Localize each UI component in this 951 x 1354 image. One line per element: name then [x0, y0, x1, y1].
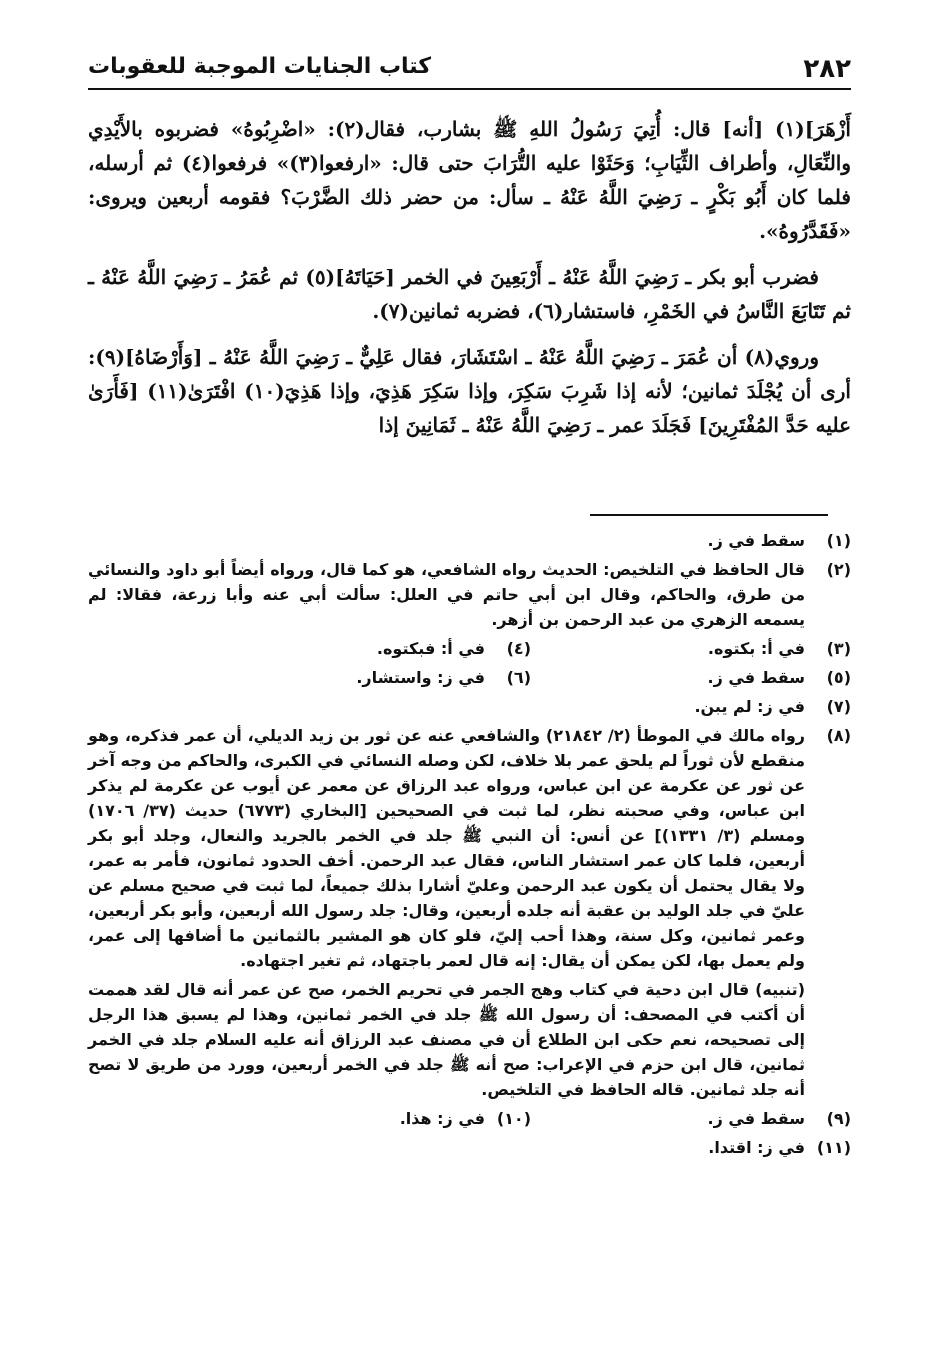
page-number: ٢٨٢	[803, 54, 851, 84]
footnote-text: سقط في ز.	[707, 1109, 805, 1128]
footnote-number: (١١)	[816, 1138, 851, 1157]
footnote-5	[531, 665, 851, 690]
footnote-10	[211, 1106, 531, 1131]
footnote-text: رواه مالك في الموطأ (٢/ ٢١٨٤٢) والشافعي عنه عن ثور بن زيد الديلي، أن عمر فذكره، وهو منقطع لأن ثوراً لم يلحق عمر بلا خلاف، لكن وصله النسائي في الكبرى، والحاكم من وجه آخر عن ثور عن عكرمة عن ابن عباس، ورواه عبد الرزاق عن معمر عن أيوب عن عكرمة لم يذكر ابن عباس، وفي صحبته نظر، لما ثبت في الصحيحين [البخاري (٦٧٧٣) حديث (٣٧/ ١٧٠٦) ومسلم (٣/ ١٣٣١)] عن أنس: أن النبي ﷺ جلد في الخمر بالجريد والنعال، وجلد أبو بكر أربعين، فلما كان عمر استشار الناس، فقال عبد الرحمن. أخف الحدود ثمانون، فأمر به عمر، ولا يقال يحتمل أن يكون عبد الرحمن وعليّ أشارا بذلك جميعاً، لما ثبت في صحيح مسلم عن عليّ في جلد الوليد بن عقبة أنه جلده أربعين، وقال: جلد رسول الله أربعين، وأبو بكر أربعين، وعمر ثمانين، وكل سنة، وهذا أحب إليّ، فلو كان هو المشير بالثمانين ما أضافها إلى عمر، ولم يعمل بها، لكن يمكن أن يقال: إنه قال لعمر باجتهاد، ثم تغير اجتهاده.	[88, 726, 806, 970]
footnote-row-3-4	[88, 636, 851, 661]
footnote-2	[88, 557, 851, 632]
footnote-3	[531, 636, 851, 661]
footnote-1	[88, 528, 851, 553]
footnote-text: في أ: فبكتوه.	[376, 639, 485, 658]
paragraph-2: فضرب أبو بكر ـ رَضِيَ اللَّهُ عَنْهُ ـ أَرْبَعِينَ في الخمر [حَيَاتَهُ](٥) ثم عُمَرُ ـ رَضِيَ اللَّهُ عَنْهُ ـ ثم تَتَابَعَ النَّاسُ في الخَمْرِ، فاستشار(٦)، فضربه ثمانين(٧).	[88, 265, 851, 323]
footnote-separator	[590, 514, 828, 516]
footnote-text: في ز: واستشار.	[356, 668, 485, 687]
footnote-number: (٦)	[506, 668, 531, 687]
footnote-text: في ز: هذا.	[399, 1109, 485, 1128]
footnote-8	[88, 723, 851, 973]
footnotes	[88, 528, 851, 1164]
footnote-text: سقط في ز.	[707, 668, 805, 687]
footnote-row-5-6	[88, 665, 851, 690]
footnote-11	[88, 1135, 851, 1160]
footnote-4	[211, 636, 531, 661]
footnote-number: (٧)	[826, 697, 851, 716]
footnote-number: (٨)	[826, 726, 851, 745]
paragraph-1: أَزْهَرَ](١) [أنه] قال: أُتِيَ رَسُولُ اللهِ ﷺ بشارب، فقال(٢): «اضْرِبُوهُ» فضربوه بالأَيْدِي والنِّعَالِ، وأطراف الثِّيَابِ؛ وَحَثَوْا عليه التُّرَابَ حتى قال: «ارفعوا(٣)» فرفعوا(٤) ثم أرسله، فلما كان أَبُو بَكْرٍ ـ رَضِيَ اللَّهُ عَنْهُ ـ سأل: من حضر ذلك الضَّرْبَ؟ فقومه أربعين ويروى: «فَقَدَّرُوهُ».	[88, 117, 852, 243]
footnote-number: (١)	[826, 531, 851, 550]
footnote-text: في أ: بكتوه.	[707, 639, 805, 658]
footnote-row-9-10	[88, 1106, 851, 1131]
paragraph-3: وروي(٨) أن عُمَرَ ـ رَضِيَ اللَّهُ عَنْهُ ـ اسْتَشَارَ، فقال عَلِيٌّ ـ رَضِيَ اللَّهُ عَنْهُ ـ [وَأَرْضَاهُ](٩): أرى أن يُجْلَدَ ثمانين؛ لأنه إذا شَرِبَ سَكِرَ، وإذا سَكِرَ هَذِيَ، وإذا هَذِيَ(١٠) افْتَرَىٰ(١١) [فَأَرَىٰ عليه حَدَّ المُفْتَرِينَ] فَجَلَدَ عمر ـ رَضِيَ اللَّهُ عَنْهُ ـ ثَمَانِينَ إذا	[88, 345, 851, 437]
footnote-number: (٩)	[826, 1109, 851, 1128]
running-title: كتاب الجنايات الموجبة للعقوبات	[88, 54, 432, 79]
footnote-number: (٢)	[826, 560, 851, 579]
page-header	[88, 52, 851, 90]
tanbih-note: (تنبيه) قال ابن دحية في كتاب وهج الجمر في تحريم الخمر، صح عن عمر أنه قال لقد هممت أن أكتب في المصحف: أن رسول الله ﷺ جلد في الخمر ثمانين، وهذا لم يسبق هذا الرجل إلى تصحيحه، نعم حكى ابن الطلاع أن في مصنف عبد الرزاق أنه عليه السلام جلد في الخمر ثمانين، قال ابن حزم في الإعراب: صح أنه ﷺ جلد في الخمر أربعين، وورد من طريق لا تصح أنه جلد ثمانين. قاله الحافظ في التلخيص.	[88, 980, 805, 1099]
footnote-6	[211, 665, 531, 690]
footnote-text: في ز: اقتدا.	[708, 1138, 805, 1157]
footnote-text: قال الحافظ في التلخيص: الحديث رواه الشافعي، هو كما قال، ورواه أيضاً أبو داود والنسائي من طرق، والحاكم، وقال ابن أبي حاتم في العلل: سألت أبي عنه وأبا زرعة، فقالا: لم يسمعه الزهري من عبد الرحمن بن أزهر.	[88, 560, 805, 629]
footnote-number: (١٠)	[496, 1109, 531, 1128]
footnote-number: (٣)	[826, 639, 851, 658]
main-text	[88, 112, 851, 454]
footnote-7	[88, 694, 851, 719]
footnote-text: سقط في ز.	[707, 531, 805, 550]
footnote-9	[531, 1106, 851, 1131]
footnote-number: (٥)	[826, 668, 851, 687]
footnote-text: في ز: لم يبن.	[694, 697, 805, 716]
footnote-number: (٤)	[506, 639, 531, 658]
